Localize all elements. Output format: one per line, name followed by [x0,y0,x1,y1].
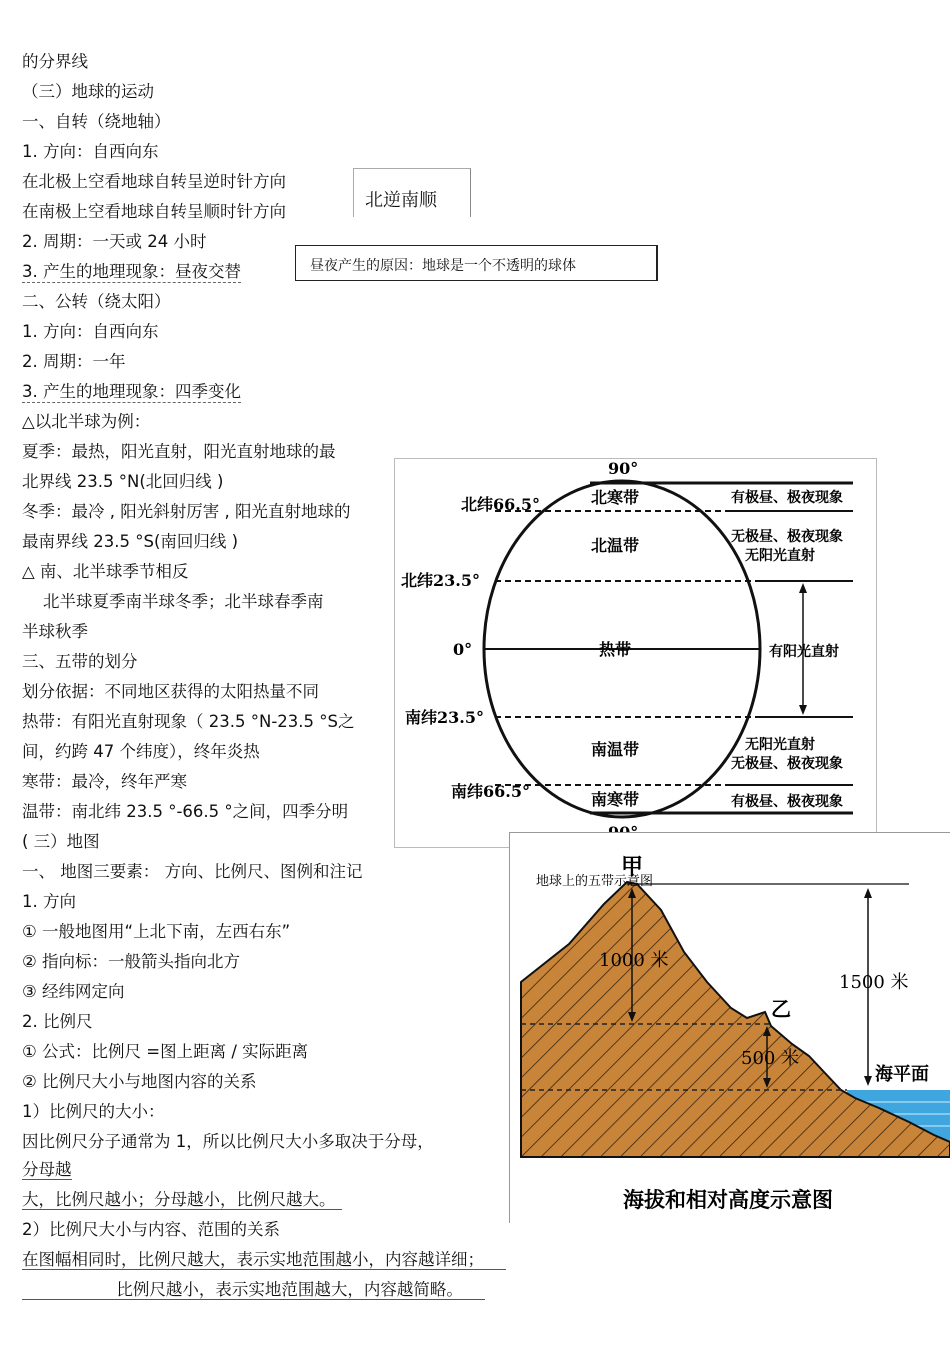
text-line: 一、 地图三要素： 方向、比例尺、图例和注记 [22,862,363,881]
sea-level-label: 海平面 [875,1064,929,1085]
text-line: 北界线 23.5 °N(北回归线 ) [22,472,224,491]
underlined-text: 比例尺越小，表示实地范围越大，内容越简略。 [22,1280,485,1300]
text-line: 夏季：最热，阳光直射，阳光直射地球的最 [22,442,336,461]
text-line: △ 南、北半球季节相反 [22,562,189,581]
lat-label: 南纬23.5° [405,708,484,727]
text-line: 因比例尺分子通常为 1，所以比例尺大小多取决于分母， [22,1132,434,1151]
text-line: 间，约跨 47 个纬度），终年炎热 [22,742,260,761]
text-line: 2. 比例尺 [22,1012,93,1031]
zone-note: 无极昼、极夜现象 [731,529,843,545]
height-label-500: 500 米 [741,1048,800,1069]
text-line: 2）比例尺大小与内容、范围的关系 [22,1220,280,1239]
zone-label: 南温带 [591,740,640,759]
text-line: ② 比例尺大小与地图内容的关系 [22,1072,257,1091]
zone-note: 有极昼、极夜现象 [731,794,843,810]
text-line [22,1160,72,1180]
text-line: ② 指向标：一般箭头指向北方 [22,952,241,971]
lat-label: 北纬66.5° [461,495,540,514]
text-line: 北半球夏季南半球冬季；北半球春季南 [22,592,324,611]
text-line: （三）地球的运动 [22,82,154,101]
zone-note: 有阳光直射 [769,644,839,660]
zone-note: 无极昼、极夜现象 [731,756,843,772]
underlined-text: 大，比例尺越小；分母越小，比例尺越大。 [22,1190,342,1210]
altitude-diagram [509,832,950,1222]
text-line: 寒带：最冷，终年严寒 [22,772,187,791]
five-zones-caption: 地球上的五带示意图 [536,874,654,889]
text-line: 1. 方向：自西向东 [22,142,159,161]
text-line [22,1250,506,1270]
peak-a-label: 甲 [621,854,644,880]
zone-label: 热带 [599,640,632,659]
arrow-head-icon [799,705,807,715]
text-line [22,262,241,282]
underlined-text: 分母越 [22,1160,72,1179]
underlined-text: 3. 产生的地理现象：昼夜交替 [22,262,241,281]
arrow-head-icon [864,888,872,898]
lat-label: 南纬66.5° [451,782,530,801]
text-line [22,1280,485,1300]
lat-label: 0° [453,640,473,659]
text-line: 一、自转（绕地轴） [22,112,171,131]
zone-note: 无阳光直射 [745,548,815,564]
note-box-text: 昼夜产生的原因：地球是一个不透明的球体 [310,258,576,274]
text-line: 半球秋季 [22,622,88,641]
zone-note: 无阳光直射 [745,737,815,753]
text-line: 温带：南北纬 23.5 °-66.5 °之间，四季分明 [22,802,349,821]
zone-note: 有极昼、极夜现象 [731,490,843,506]
text-line: 最南界线 23.5 °S(南回归线 ) [22,532,239,551]
text-line: 三、五带的划分 [22,652,138,671]
five-zones-diagram [394,458,877,848]
peak-b-label: 乙 [771,997,791,1021]
zone-label: 北温带 [591,536,640,555]
text-line: 冬季：最冷 , 阳光斜射厉害 , 阳光直射地球的 [22,502,351,521]
note-box-day-night-cause [295,245,658,281]
text-line: 1）比例尺的大小： [22,1102,165,1121]
zone-label: 北寒带 [591,488,640,507]
text-line [22,382,241,402]
height-label-1500: 1500 米 [839,972,909,993]
arrow-head-icon [799,583,807,593]
text-line: 在北极上空看地球自转呈逆时针方向 [22,172,286,191]
figure-title: 海拔和相对高度示意图 [623,1187,833,1212]
five-zones-svg [395,459,876,847]
text-line: ③ 经纬网定向 [22,982,125,1001]
note-box-text: 北逆南顺 [365,190,437,211]
text-line: 二、公转（绕太阳） [22,292,171,311]
text-line: 1. 方向：自西向东 [22,322,159,341]
text-line: 2. 周期：一年 [22,352,126,371]
underlined-text: 3. 产生的地理现象：四季变化 [22,382,241,401]
text-line: 的分界线 [22,52,88,71]
text-line: ① 公式：比例尺 =图上距离 / 实际距离 [22,1042,309,1061]
height-label-1000: 1000 米 [599,950,669,971]
text-line: 在南极上空看地球自转呈顺时针方向 [22,202,286,221]
note-box-north-ccw-south-cw [353,168,471,217]
text-line: 1. 方向 [22,892,76,911]
text-line: 热带：有阳光直射现象（ 23.5 °N-23.5 °S之 [22,712,355,731]
arrow-head-icon [864,1076,872,1086]
text-line: 2. 周期：一天或 24 小时 [22,232,207,251]
text-line: ( 三）地图 [22,832,100,851]
top-pole-label: 90° [608,459,639,478]
text-line: 划分依据：不同地区获得的太阳热量不同 [22,682,319,701]
text-line: ① 一般地图用“上北下南，左西右东” [22,922,291,941]
lat-label: 北纬23.5° [401,571,480,590]
underlined-text: 在图幅相同时，比例尺越大，表示实地范围越小，内容越详细； [22,1250,506,1270]
land-profile [521,882,950,1157]
altitude-svg [509,832,950,1222]
text-line [22,1190,342,1210]
text-line: △以北半球为例： [22,412,151,431]
zone-label: 南寒带 [591,790,640,809]
